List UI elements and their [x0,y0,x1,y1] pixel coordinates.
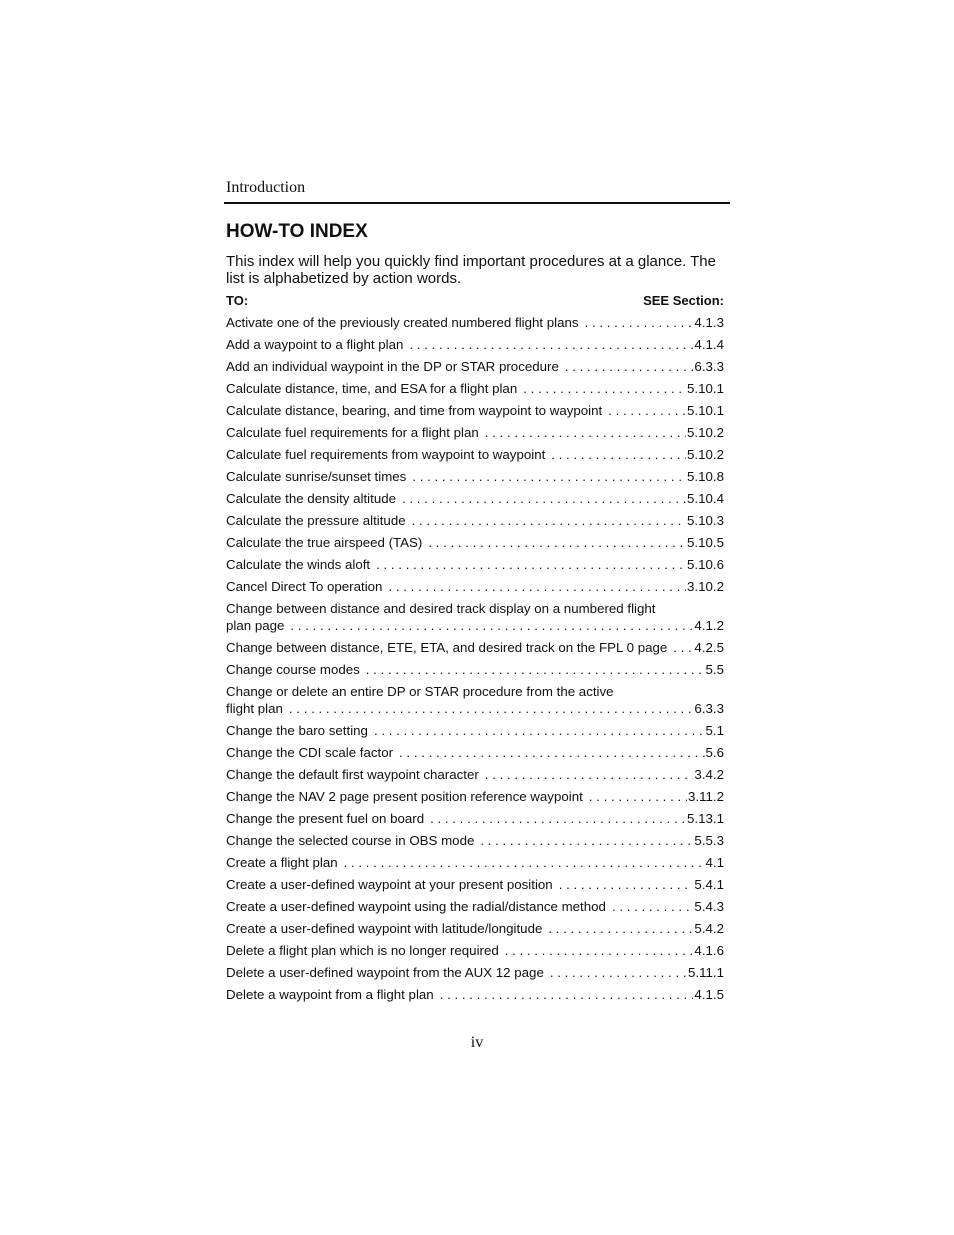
dot-leader [402,490,686,508]
index-entry [226,336,724,358]
index-entry-text: Activate one of the previously created numbered flight plans [226,315,579,330]
index-entry-text: Calculate fuel requirements for a flight plan [226,425,479,440]
index-entry-text: Change the baro setting [226,723,368,738]
section-reference: 4.1.5 [694,987,724,1002]
index-entry-text: Change between distance, ETE, ETA, and desired track on the FPL 0 page [226,640,668,655]
index-entry [226,920,724,942]
how-to-index-list [226,314,724,1008]
dot-leader [608,402,686,420]
index-entry [226,534,724,556]
index-entry-text: Change the default first waypoint character [226,767,479,782]
section-reference: 5.5.3 [694,833,724,848]
section-reference: 5.10.1 [687,381,724,396]
section-reference: 5.6 [705,745,724,760]
dot-leader [289,700,694,717]
dot-leader [505,942,694,960]
dot-leader [344,854,705,872]
index-entry [226,578,724,600]
section-reference: 5.1 [705,723,724,738]
section-reference: 5.10.8 [687,469,724,484]
index-entry-text: Change the NAV 2 page present position reference waypoint [226,789,583,804]
index-entry-text: Change the present fuel on board [226,811,425,826]
index-entry [226,898,724,920]
section-reference: 4.2.5 [694,640,724,655]
dot-leader [551,446,686,464]
index-entry [226,600,724,639]
index-entry-text: Calculate distance, time, and ESA for a flight plan [226,381,518,396]
index-entry-text: Create a user-defined waypoint at your present position [226,877,553,892]
index-entry [226,964,724,986]
dot-leader [485,424,686,442]
header-rule [224,202,730,204]
index-entry [226,683,724,722]
section-reference: 4.1.2 [694,618,724,633]
dot-leader [548,920,693,938]
section-reference: 4.1.6 [694,943,724,958]
index-entry [226,661,724,683]
index-entry-text: Calculate sunrise/sunset times [226,469,407,484]
see-section-column-header: SEE Section: [643,293,724,308]
index-entry [226,810,724,832]
dot-leader [409,336,693,354]
intro-paragraph: This index will help you quickly find important procedures at a glance. The list is alphabetized by action words. [226,253,716,287]
dot-leader [412,468,686,486]
section-reference: 3.10.2 [687,579,724,594]
index-entry-text: Create a user-defined waypoint with latitude/longitude [226,921,543,936]
dot-leader [550,964,687,982]
dot-leader [559,876,694,894]
section-reference: 5.4.2 [694,921,724,936]
index-entry [226,490,724,512]
dot-leader [366,661,705,679]
index-entry [226,380,724,402]
dot-leader [430,810,686,828]
index-entry-text: Change or delete an entire DP or STAR procedure from the active [226,684,614,699]
section-reference: 5.10.3 [687,513,724,528]
running-head: Introduction [226,179,306,196]
dot-leader [428,534,686,552]
dot-leader [523,380,686,398]
section-reference: 5.10.5 [687,535,724,550]
index-entry-text: Change the selected course in OBS mode [226,833,475,848]
section-reference: 3.11.2 [688,789,724,804]
section-reference: 4.1.3 [694,315,724,330]
index-entry [226,639,724,661]
index-entry-text: Calculate the density altitude [226,491,397,506]
index-entry [226,358,724,380]
section-reference: 5.10.4 [687,491,724,506]
dot-leader [376,556,686,574]
index-entry-text: Change the CDI scale factor [226,745,394,760]
index-entry [226,876,724,898]
index-entry [226,512,724,534]
index-entry-text: Delete a user-defined waypoint from the AUX 12 page [226,965,544,980]
index-entry [226,942,724,964]
section-reference: 3.4.2 [694,767,724,782]
section-reference: 5.10.1 [687,403,724,418]
dot-leader [485,766,694,784]
section-reference: 5.10.2 [687,425,724,440]
dot-leader [565,358,694,376]
index-entry [226,788,724,810]
index-entry [226,424,724,446]
index-entry-text: Add a waypoint to a flight plan [226,337,404,352]
dot-leader [612,898,693,916]
dot-leader [585,314,694,332]
dot-leader [440,986,694,1004]
dot-leader [412,512,686,530]
index-entry-text: Change between distance and desired track display on a numbered flight [226,601,656,616]
index-entry [226,468,724,490]
section-reference: 5.10.6 [687,557,724,572]
index-entry-text-continued: plan page [226,618,285,633]
index-entry-text: Calculate distance, bearing, and time from waypoint to waypoint [226,403,603,418]
index-entry-text: Delete a waypoint from a flight plan [226,987,434,1002]
dot-leader [480,832,693,850]
dot-leader [399,744,704,762]
index-entry [226,744,724,766]
section-reference: 5.5 [705,662,724,677]
index-entry [226,766,724,788]
to-column-header: TO: [226,293,249,308]
dot-leader [290,617,693,634]
section-reference: 6.3.3 [694,701,724,716]
section-title: HOW-TO INDEX [226,221,368,242]
index-entry [226,314,724,336]
index-entry-text: Delete a flight plan which is no longer required [226,943,499,958]
index-entry-text-continued: flight plan [226,701,283,716]
index-entry [226,556,724,578]
section-reference: 5.4.3 [694,899,724,914]
dot-leader [374,722,705,740]
page-number: iv [470,1034,484,1051]
index-entry-text: Calculate the true airspeed (TAS) [226,535,423,550]
index-entry-text: Create a flight plan [226,855,338,870]
index-entry [226,446,724,468]
section-reference: 5.13.1 [687,811,724,826]
section-reference: 4.1.4 [694,337,724,352]
index-entry [226,722,724,744]
index-entry-text: Calculate fuel requirements from waypoint to waypoint [226,447,546,462]
section-reference: 5.11.1 [688,965,724,980]
section-reference: 5.10.2 [687,447,724,462]
index-entry-text: Create a user-defined waypoint using the radial/distance method [226,899,606,914]
index-entry [226,854,724,876]
dot-leader [388,578,686,596]
index-entry-text: Calculate the winds aloft [226,557,371,572]
index-entry [226,832,724,854]
dot-leader [673,639,693,657]
section-reference: 5.4.1 [694,877,724,892]
index-entry-text: Add an individual waypoint in the DP or STAR procedure [226,359,559,374]
index-entry-text: Cancel Direct To operation [226,579,383,594]
index-entry [226,402,724,424]
section-reference: 4.1 [705,855,724,870]
index-entry [226,986,724,1008]
section-reference: 6.3.3 [694,359,724,374]
index-entry-text: Change course modes [226,662,360,677]
dot-leader [589,788,687,806]
index-entry-text: Calculate the pressure altitude [226,513,406,528]
